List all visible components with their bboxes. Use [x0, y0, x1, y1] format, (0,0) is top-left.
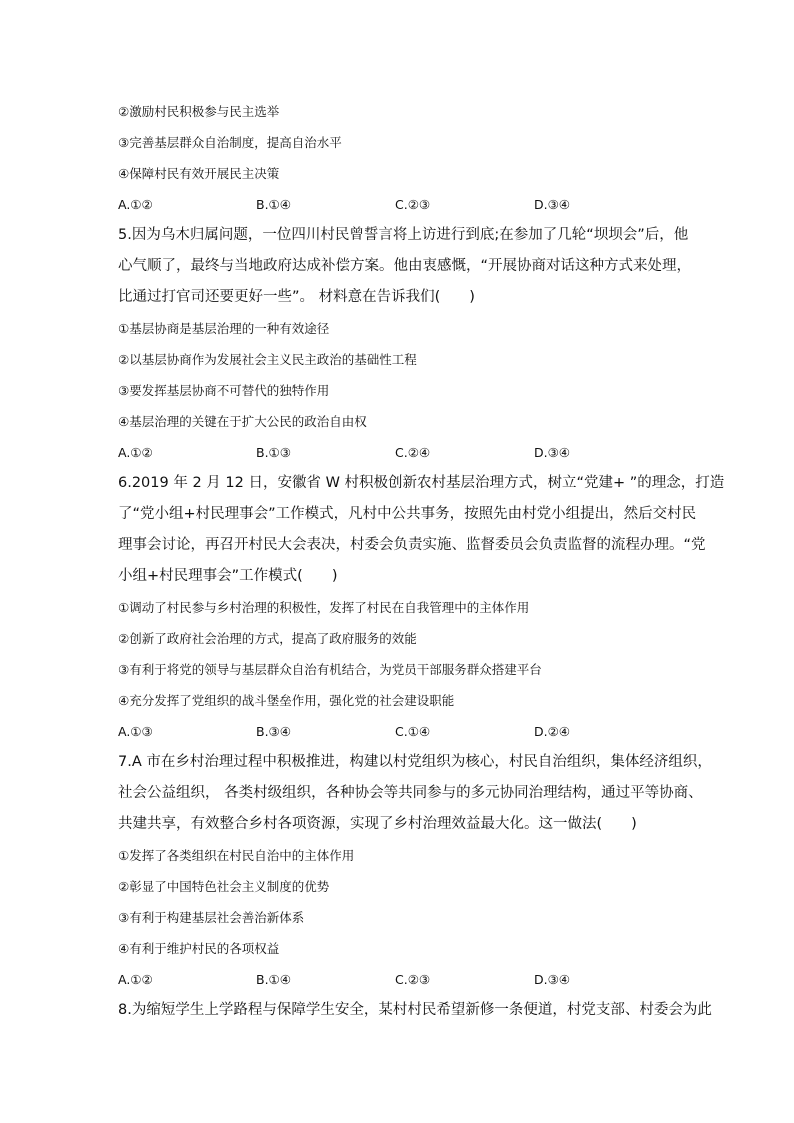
answer-choice-d: D.③④	[534, 445, 571, 460]
document-page	[118, 96, 725, 1026]
answer-choice-c: C.②③	[395, 197, 431, 212]
answer-choice-d: D.③④	[534, 197, 571, 212]
answer-choice-a: A.①②	[118, 972, 153, 987]
answer-choice-c: C.②④	[395, 445, 431, 460]
question-stem-line: 理事会讨论，再召开村民大会表决，村委会负责实施、监督委员会负责监督的流程办理。“党	[118, 537, 706, 553]
statement-option: ①调动了村民参与乡村治理的积极性，发挥了村民在自我管理中的主体作用	[118, 600, 530, 615]
answer-choice-c: C.②③	[395, 972, 431, 987]
statement-option: ③要发挥基层协商不可替代的独特作用	[118, 383, 330, 398]
answer-choices-row	[118, 716, 688, 747]
answer-choice-b: B.①③	[256, 445, 291, 460]
statement-option: ①发挥了各类组织在村民自治中的主体作用	[118, 848, 355, 863]
statement-option: ④保障村民有效开展民主决策	[118, 166, 280, 181]
answer-choices-row	[118, 964, 688, 995]
statement-option: ②激励村民积极参与民主选举	[118, 104, 280, 119]
answer-choice-a: A.①②	[118, 445, 153, 460]
question-content	[118, 96, 725, 1026]
question-stem-line: 比通过打官司还要更好一些”。 材料意在告诉我们( )	[118, 289, 475, 305]
answer-choice-b: B.①④	[256, 972, 291, 987]
statement-option: ③有利于构建基层社会善治新体系	[118, 910, 305, 925]
answer-choice-c: C.①④	[395, 724, 431, 739]
answer-choice-b: B.①④	[256, 197, 291, 212]
question-stem-line: 小组+村民理事会”工作模式( )	[118, 568, 338, 584]
answer-choice-a: A.①③	[118, 724, 153, 739]
statement-option: ②以基层协商作为发展社会主义民主政治的基础性工程	[118, 352, 417, 367]
answer-choice-d: D.③④	[534, 972, 571, 987]
question-stem-line: 了“党小组+村民理事会”工作模式，凡村中公共事务，按照先由村党小组提出，然后交村民	[118, 506, 697, 522]
question-stem-line: 6.2019 年 2 月 12 日，安徽省 W 村积极创新农村基层治理方式，树立“党建+ ”的理念，打造	[118, 475, 725, 491]
statement-option: ④基层治理的关键在于扩大公民的政治自由权	[118, 414, 367, 429]
answer-choice-a: A.①②	[118, 197, 153, 212]
answer-choices-row	[118, 437, 688, 468]
statement-option: ③有利于将党的领导与基层群众自治有机结合，为党员干部服务群众搭建平台	[118, 662, 542, 677]
answer-choice-d: D.②④	[534, 724, 571, 739]
answer-choice-b: B.③④	[256, 724, 291, 739]
answer-choices-row	[118, 189, 688, 220]
statement-option: ③完善基层群众自治制度，提高自治水平	[118, 135, 342, 150]
question-stem-line: 8.为缩短学生上学路程与保障学生安全，某村村民希望新修一条便道，村党支部、村委会为此	[118, 1002, 712, 1018]
statement-option: ④有利于维护村民的各项权益	[118, 941, 280, 956]
question-stem-line: 社会公益组织， 各类村级组织，各种协会等共同参与的多元协同治理结构，通过平等协商、	[118, 785, 703, 801]
statement-option: ①基层协商是基层治理的一种有效途径	[118, 321, 330, 336]
statement-option: ②创新了政府社会治理的方式，提高了政府服务的效能	[118, 631, 417, 646]
statement-option: ④充分发挥了党组织的战斗堡垒作用，强化党的社会建设职能	[118, 693, 455, 708]
question-stem-line: 7.A 市在乡村治理过程中积极推进，构建以村党组织为核心，村民自治组织，集体经济组织，	[118, 754, 712, 770]
question-stem-line: 心气顺了，最终与当地政府达成补偿方案。他由衷感慨，“开展协商对话这种方式来处理，	[118, 258, 692, 274]
question-stem-line: 5.因为乌木归属问题，一位四川村民曾誓言将上访进行到底;在参加了几轮“坝坝会”后，他	[118, 227, 689, 243]
statement-option: ②彰显了中国特色社会主义制度的优势	[118, 879, 330, 894]
question-stem-line: 共建共享，有效整合乡村各项资源，实现了乡村治理效益最大化。这一做法( )	[118, 816, 637, 832]
